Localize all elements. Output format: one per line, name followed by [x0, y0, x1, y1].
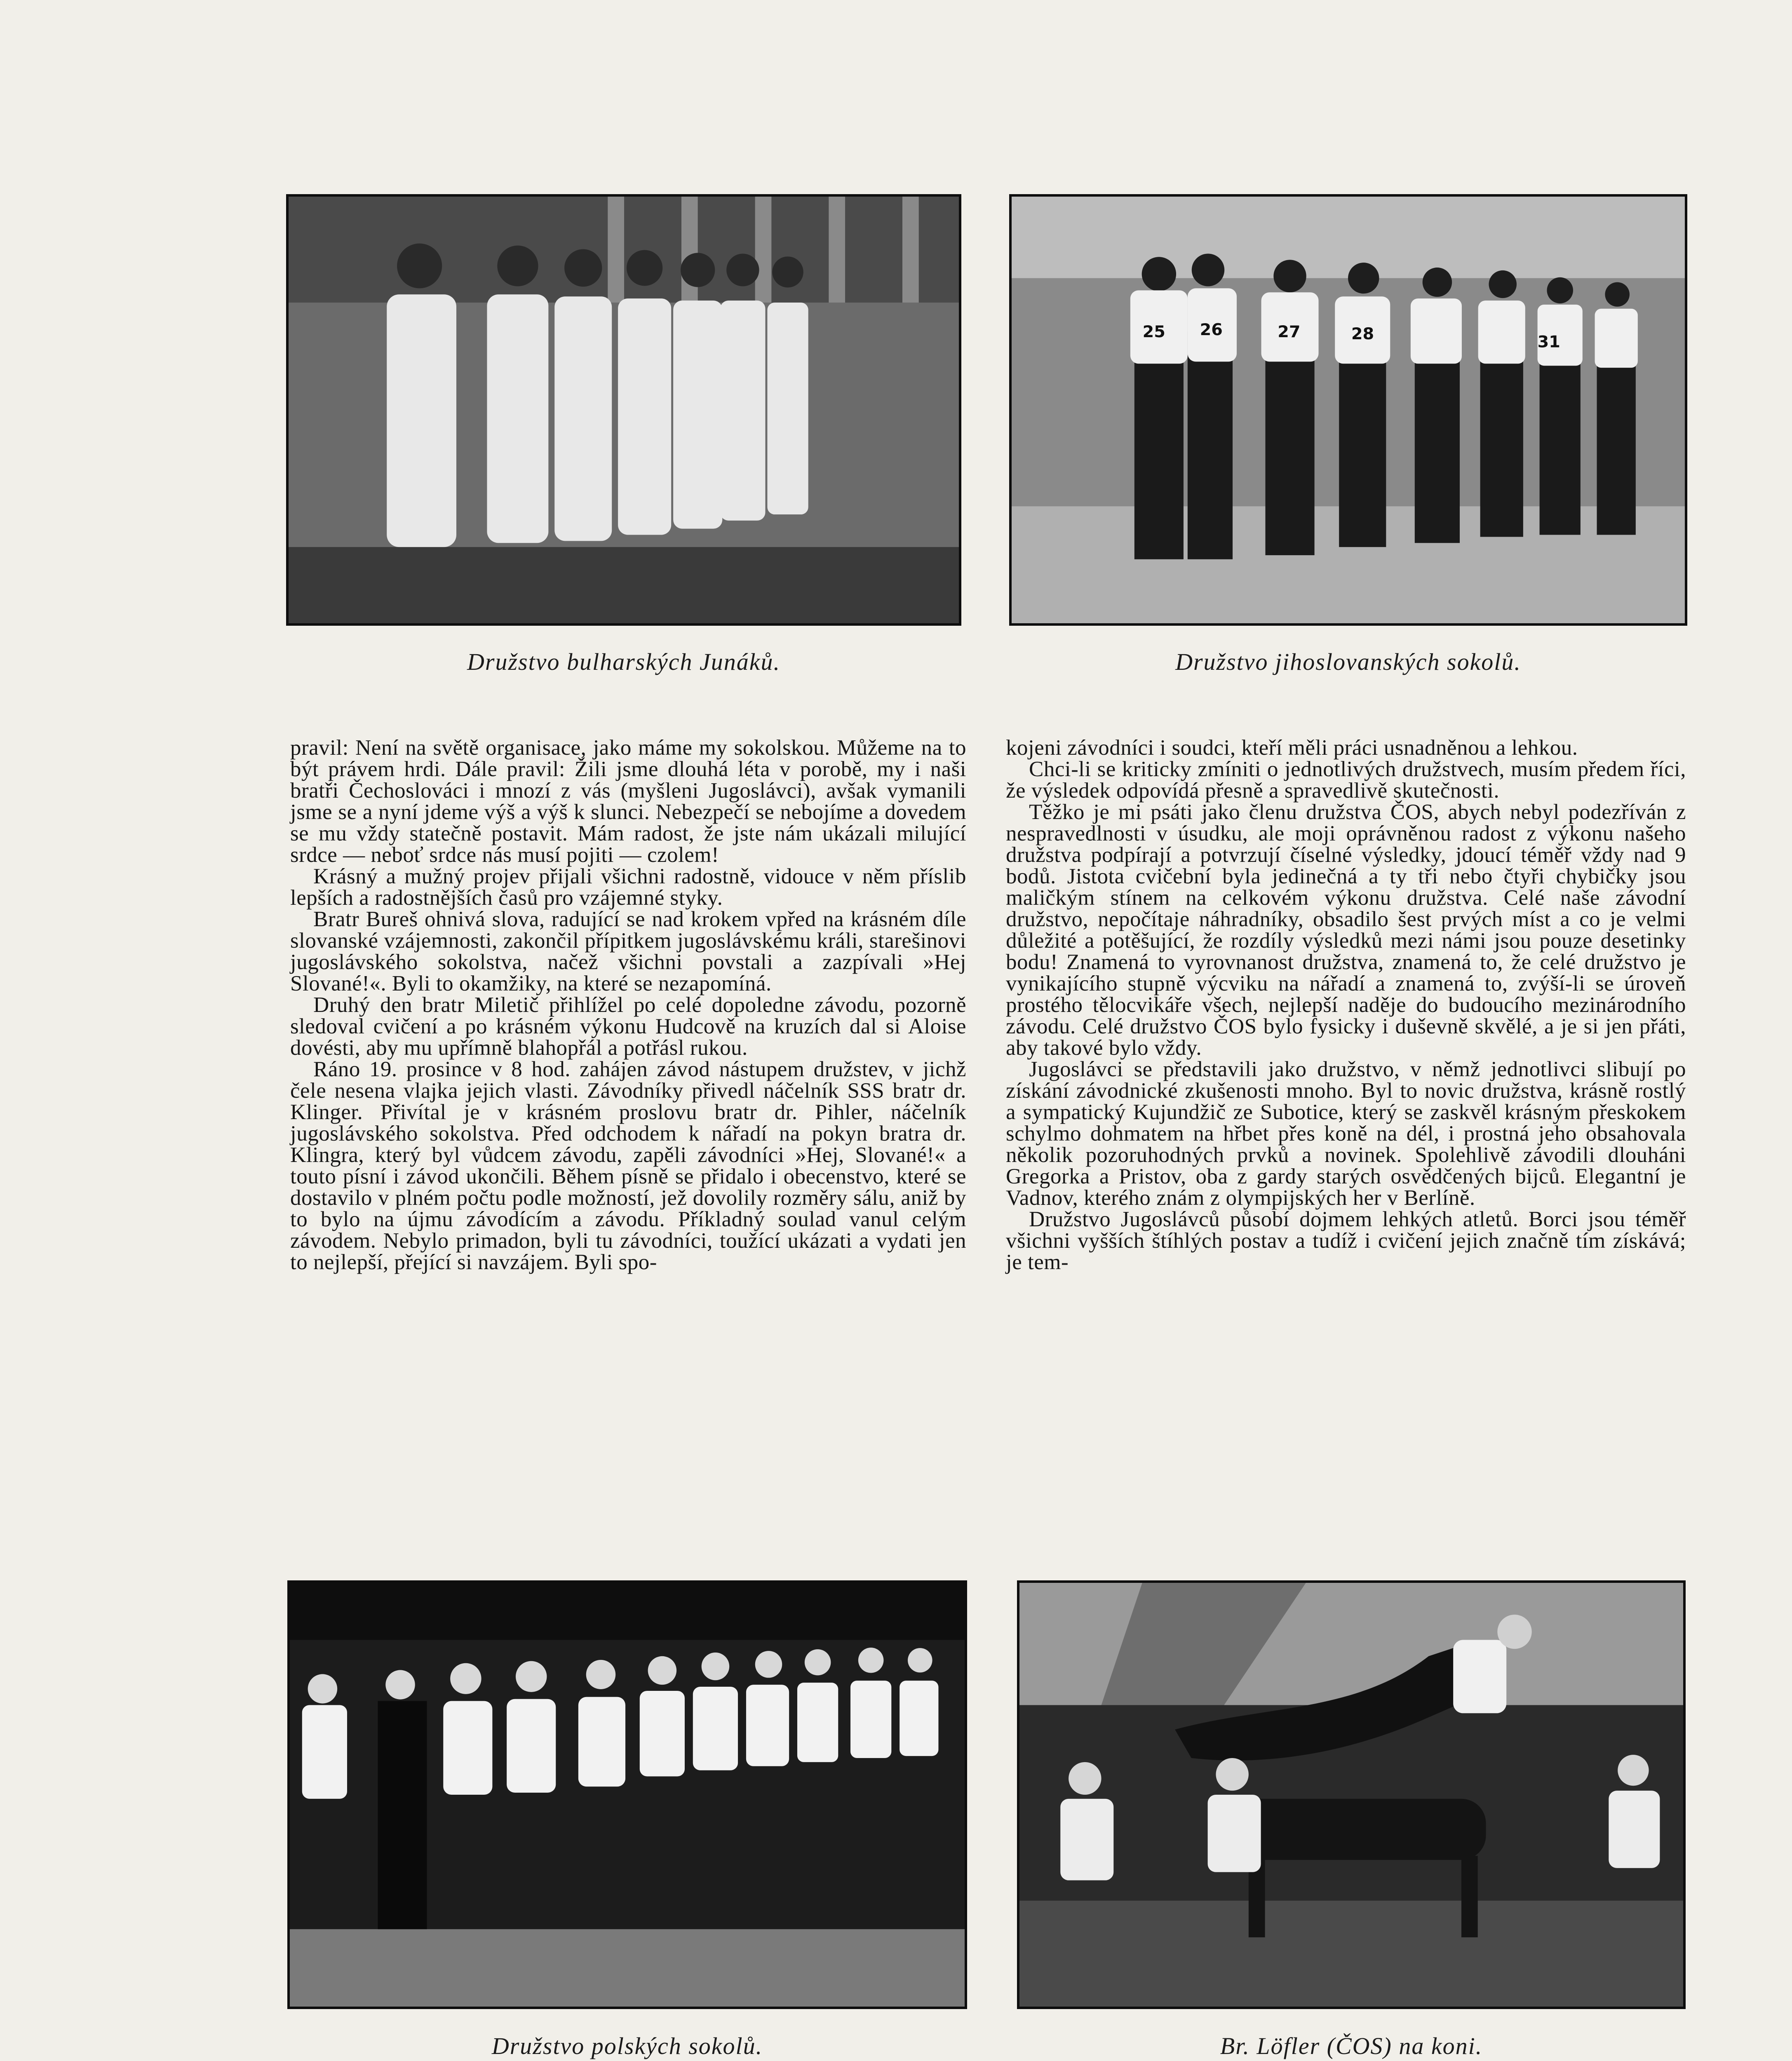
bib-number: 26: [1200, 320, 1223, 340]
caption-yugoslav-team: Družstvo jihoslovanských sokolů.: [1175, 648, 1521, 675]
paragraph: Krásný a mužný projev přijali všichni radostně, vidouce v něm příslib lepších a radostnějších časů pro vzájemné styky.: [290, 864, 966, 910]
paragraph: Druhý den bratr Miletič přihlížel po celé dopoledne závodu, pozorně sledoval cvičení a po krásném výkonu Hudcově na kruzích dal si Aloise dovésti, aby mu upřímně blahopřál a potřásl rukou.: [290, 993, 966, 1060]
photo-yugoslav-team: [1009, 194, 1687, 626]
bib-number: 28: [1351, 324, 1374, 343]
paragraph: Chci-li se kriticky zmíniti o jednotlivých družstvech, musím předem říci, že výsledek odpovídá přesně a spravedlivě skutečnosti.: [1006, 757, 1686, 803]
photo-bulgarian-team-image: [289, 197, 959, 623]
photo-lofler-pommel-horse: [1017, 1580, 1686, 2009]
left-text-column: [290, 737, 966, 1273]
paragraph: Jugoslávci se představili jako družstvo, v němž jednotlivci slibují po získání závodnické zkušenosti mnoho. Byl to novic družstva, krásně rostlý a sympatický Kujundžič ze Subotice, který se zaskvěl krásným přeskokem schylmo dohmatem na hřbet přes koně na dél, i prostná jeho obsahovala několik pozoruhodných prvků a novinek. Spolehlivě závodili dlouháni Gregorka a Pristov, oba z gardy starých osvědčených bijců. Elegantní je Vadnov, kterého znám z olympijských her v Berlíně.: [1006, 1057, 1686, 1210]
caption-polish-team: Družstvo polských sokolů.: [491, 2033, 763, 2059]
photo-polish-team-image: [290, 1583, 965, 2007]
caption-bulgarian-team: Družstvo bulharských Junáků.: [467, 648, 780, 675]
bib-number: 25: [1142, 322, 1165, 342]
paragraph: Ráno 19. prosince v 8 hod. zahájen závod nástupem družstev, v jichž čele nesena vlajka jejich vlasti. Závodníky přivedl náčelník SSS bratr dr. Klinger. Přivítal je v krásném proslovu bratr dr. Pihler, náčelník jugoslávského sokolstva. Před odchodem k nářadí na pokyn bratra dr. Klingra, který byl vůdcem závodu, zapěli závodníci »Hej, Slované!« a touto písní i závod ukončili. Během písně se přidalo i obecenstvo, které se dostavilo v plném počtu podle možností, jež dovolily rozměry sálu, aniž by to bylo na újmu závodícím a závodu. Příkladný soulad vanul celým závodem. Nebylo primadon, byli tu závodníci, toužící ukázati a vydati jen to nejlepší, přející si navzájem. Byli spo-: [290, 1057, 966, 1274]
paragraph: Těžko je mi psáti jako členu družstva ČOS, abych nebyl podezříván z nespravedlnosti v úsudku, ale moji oprávněnou radost z výkonu našeho družstva podpírají a potvrzují číselné výsledky, jdoucí téměř vždy nad 9 bodů. Jistota cvičební byla jedinečná a ty tři nebo čtyři chybičky jsou maličkým stínem na celkovém výkonu družstva. Celé naše závodní družstvo, nepočítaje náhradníky, obsadilo šest prvých míst a co je velmi důležité a potěšující, že rozdíly výsledků mezi námi jsou pouze desetinky bodu! Znamená to vyrovnanost družstva, znamená to, že celé družstvo je vynikajícího stupně výcviku na nářadí a znamená to, zvýší-li se úroveň prostého tělocvikáře všech, nejlepší naděje do budoucího mezinárodního závodu. Celé družstvo ČOS bylo fysicky i duševně skvělé, a je si jen přáti, aby takové bylo vždy.: [1006, 800, 1686, 1060]
paragraph: pravil: Není na světě organisace, jako máme my sokolskou. Můžeme na to být právem hrdi. Dále pravil: Žili jsme dlouhá léta v porobě, my i naši bratři Čechoslováci i mnozí z vás (myšleni Jugoslávci), avšak vymanili jsme se a nyní jdeme výš a výš k slunci. Nebezpečí se nebojíme a dovedem se mu vždy statečně postavit. Mám radost, že jste nám ukázali milující srdce — neboť srdce nás musí pojiti — czolem!: [290, 736, 966, 867]
photo-lofler-pommel-horse-image: [1019, 1583, 1683, 2007]
paragraph: Družstvo Jugoslávců působí dojmem lehkých atletů. Borci jsou téměř všichni vyšších štíhlých postav a tudíž i cvičení jejich značně tím získává; je tem-: [1006, 1207, 1686, 1274]
photo-yugoslav-team-image: [1012, 197, 1685, 623]
right-text-column: [1006, 737, 1686, 1273]
caption-lofler-pommel-horse: Br. Löfler (ČOS) na koni.: [1220, 2033, 1483, 2059]
bib-number: 27: [1278, 322, 1301, 342]
bib-number: 31: [1537, 332, 1560, 352]
photo-polish-team: [287, 1580, 967, 2009]
photo-bulgarian-team: [286, 194, 961, 626]
paragraph: kojeni závodníci i soudci, kteří měli práci usnadněnou a lehkou.: [1006, 736, 1578, 760]
paragraph: Bratr Bureš ohnivá slova, radující se nad krokem vpřed na krásném díle slovanské vzájemnosti, zakončil přípitkem jugoslávskému králi, starešinovi jugoslávského sokolstva, načež všichni povstali a zazpívali »Hej Slované!«. Byli to okamžiky, na které se nezapomíná.: [290, 907, 966, 995]
